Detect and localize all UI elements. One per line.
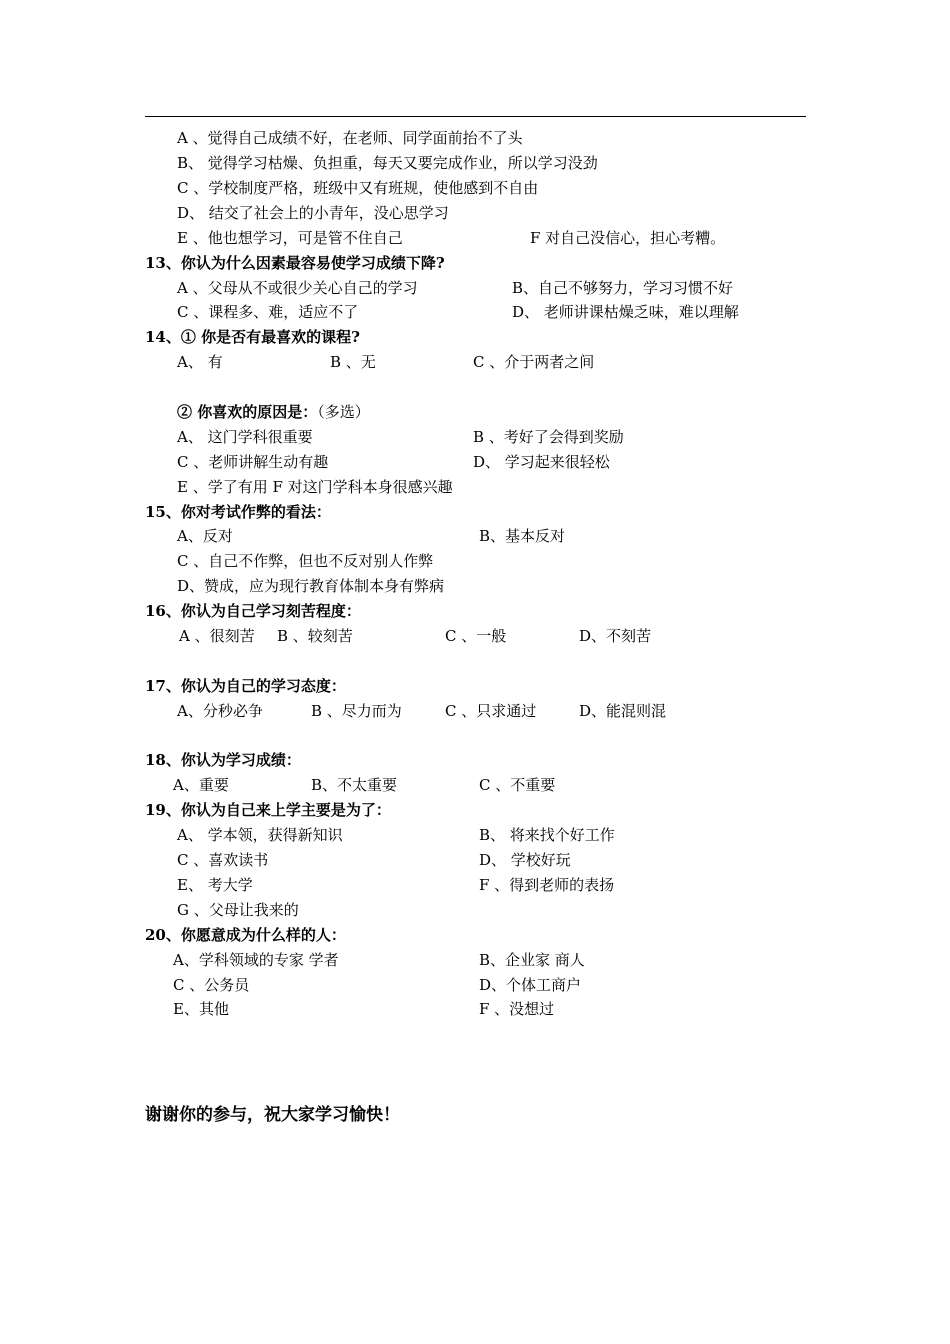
q20-option-d: D、个体工商户 [479,976,582,994]
q17-option-a: A、分秒必争 [177,702,263,720]
q18-option-c: C 、不重要 [479,776,556,794]
q14-sub-option-a: A、 这门学科很重要 [177,428,313,446]
q20-option-b: B、企业家 商人 [479,951,585,969]
q13-option-c: C 、课程多、难，适应不了 [177,303,359,321]
q19-option-f: F 、得到老师的表扬 [479,876,615,894]
q13-option-b: B、自己不够努力，学习习惯不好 [512,279,734,297]
q20-option-a: A、学科领域的专家 学者 [173,951,339,969]
q12-option-f: F 对自己没信心，担心考糟。 [530,229,726,247]
q15-option-a: A、反对 [177,527,233,545]
q19-option-a: A、 学本领，获得新知识 [177,826,343,844]
q16-option-b: B 、较刻苦 [277,627,353,645]
q12-option-b: B、 觉得学习枯燥、负担重，每天又要完成作业，所以学习没劲 [177,154,598,172]
q20-option-f: F 、没想过 [479,1000,555,1018]
q15-option-c: C 、自己不作弊，但也不反对别人作弊 [177,552,434,570]
q12-option-d: D、 结交了社会上的小青年，没心思学习 [177,204,449,222]
q14-sub-option-c: C 、老师讲解生动有趣 [177,453,329,471]
q18-option-b: B、不太重要 [311,776,398,794]
q13-title: 13、你认为什么因素最容易使学习成绩下降? [145,254,445,272]
q15-option-d: D、赞成，应为现行教育体制本身有弊病 [177,577,445,595]
q19-option-d: D、 学校好玩 [479,851,571,869]
q19-option-c: C 、喜欢读书 [177,851,269,869]
q20-option-e: E、其他 [173,1000,229,1018]
q19-title: 19、你认为自己来上学主要是为了： [145,801,391,819]
header-rule [145,116,806,117]
q18-option-a: A、重要 [173,776,229,794]
q17-option-b: B 、尽力而为 [311,702,402,720]
q16-option-c: C 、一般 [445,627,507,645]
q17-option-c: C 、只求通过 [445,702,537,720]
q14-title: 14、① 你是否有最喜欢的课程? [145,328,360,346]
q15-title: 15、你对考试作弊的看法： [145,503,331,521]
q14-sub-option-b: B 、考好了会得到奖励 [473,428,624,446]
q16-option-d: D、不刻苦 [579,627,652,645]
q17-title: 17、你认为自己的学习态度： [145,677,346,695]
closing-message: 谢谢你的参与，祝大家学习愉快！ [145,1105,400,1125]
q12-option-c: C 、学校制度严格，班级中又有班规，使他感到不自由 [177,179,539,197]
q20-option-c: C 、公务员 [173,976,250,994]
q14-option-c: C 、介于两者之间 [473,353,595,371]
q16-option-a: A 、很刻苦 [179,627,255,645]
q19-option-g: G 、父母让我来的 [177,901,299,919]
q15-option-b: B、基本反对 [479,527,566,545]
q14-sub-option-ef: E 、学了有用 F 对这门学科本身很感兴趣 [177,478,453,496]
q14-sub-title-text: ② 你喜欢的原因是： [177,403,318,421]
q19-option-b: B、 将来找个好工作 [479,826,615,844]
q12-option-e: E 、他也想学习，可是管不住自己 [177,229,403,247]
q14-sub-title [177,402,370,422]
q14-sub-note: （多选） [317,403,370,421]
q16-title: 16、你认为自己学习刻苦程度： [145,602,361,620]
q13-option-d: D、 老师讲课枯燥乏味，难以理解 [512,303,739,321]
q12-option-a: A 、觉得自己成绩不好，在老师、同学面前抬不了头 [177,129,523,147]
q13-option-a: A 、父母从不或很少关心自己的学习 [177,279,418,297]
q14-option-b: B 、无 [330,353,376,371]
q19-option-e: E、 考大学 [177,876,253,894]
q14-option-a: A、 有 [177,353,223,371]
q20-title: 20、你愿意成为什么样的人： [145,926,346,944]
q17-option-d: D、能混则混 [579,702,667,720]
q18-title: 18、你认为学习成绩： [145,751,301,769]
q14-sub-option-d: D、 学习起来很轻松 [473,453,610,471]
